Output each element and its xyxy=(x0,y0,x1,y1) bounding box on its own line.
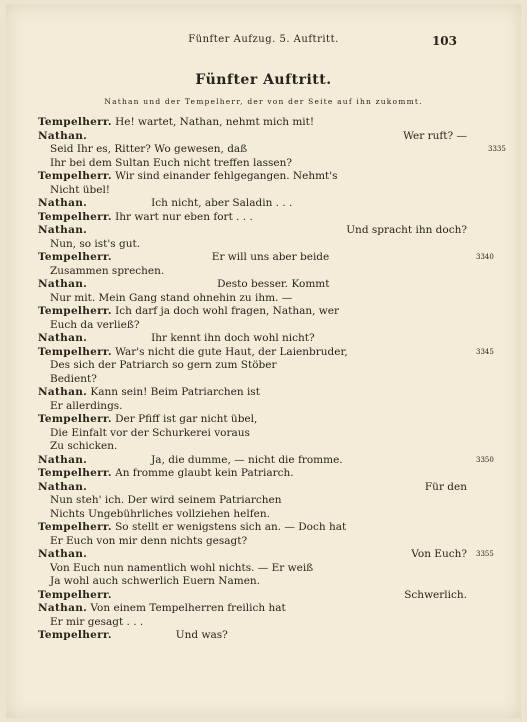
speaker-name: Tempelherr. xyxy=(38,588,112,601)
speaker-name: Tempelherr. xyxy=(38,251,112,263)
speech-line xyxy=(38,197,527,211)
line-text: Und was? xyxy=(175,629,228,641)
line-text: Der Pfiff ist gar nicht übel, xyxy=(111,413,258,425)
speech-line xyxy=(38,332,527,346)
line-text: Ihr bei dem Sultan Euch nicht treffen lassen? xyxy=(50,156,292,169)
line-text: Des sich der Patriarch so gern zum Stöber xyxy=(50,359,277,371)
verse-number: 3355 xyxy=(476,550,494,558)
line-text: Ja, die dumme, — nicht die fromme. xyxy=(151,453,343,466)
verse-line xyxy=(50,319,527,333)
line-text: Ihr kennt ihn doch wohl nicht? xyxy=(151,332,315,344)
speech-line xyxy=(38,224,527,238)
speech-line xyxy=(38,386,527,400)
line-text: Nun, so ist's gut. xyxy=(50,237,141,250)
line-text: An fromme glaubt kein Patriarch. xyxy=(111,467,294,479)
speech-line xyxy=(38,346,527,360)
verse-line xyxy=(50,265,527,279)
verse-line xyxy=(50,373,527,387)
speaker-name: Nathan. xyxy=(38,197,88,209)
speech-line xyxy=(38,548,527,562)
speech-line xyxy=(38,481,527,495)
speaker-name: Nathan. xyxy=(38,278,88,290)
verse-line xyxy=(50,238,527,252)
speaker-name: Tempelherr. xyxy=(38,629,112,641)
stage-direction: Nathan und der Tempelherr, der von der Seite auf ihn zukommt. xyxy=(104,97,423,106)
line-text: Euch da verließ? xyxy=(50,318,140,331)
verse-line xyxy=(50,440,527,454)
line-text: Nur mit. Mein Gang stand ohnehin zu ihm. — xyxy=(50,291,293,304)
line-text: Ich darf ja doch wohl fragen, Nathan, wer xyxy=(111,305,340,317)
line-text: Nicht übel! xyxy=(50,183,111,196)
speech-line xyxy=(38,602,527,616)
speaker-name: Nathan. xyxy=(38,548,88,560)
verse-line xyxy=(50,157,527,171)
verse-line xyxy=(50,508,527,522)
line-text: Desto besser. Kommt xyxy=(217,278,330,290)
speech-line xyxy=(38,211,527,225)
line-text: War's nicht die gute Haut, der Laienbruder, xyxy=(111,345,348,358)
line-text: Von Euch nun namentlich wohl nichts. — Er weiß xyxy=(50,561,314,574)
verse-line xyxy=(50,427,527,441)
speech-line xyxy=(38,305,527,319)
speech-line xyxy=(38,413,527,427)
line-text: Seid Ihr es, Ritter? Wo gewesen, daß xyxy=(50,143,248,155)
speaker-name: Tempelherr. xyxy=(38,413,112,425)
verse-line xyxy=(50,400,527,414)
verse-number: 3340 xyxy=(476,253,494,261)
speaker-name: Nathan. xyxy=(38,480,88,493)
verse-number: 3345 xyxy=(476,347,494,356)
line-text: Er Euch von mir denn nichts gesagt? xyxy=(50,534,248,547)
speaker-name: Nathan. xyxy=(38,386,88,398)
verse-line xyxy=(50,616,527,630)
speech-line xyxy=(38,467,527,481)
dialogue-text xyxy=(0,116,527,643)
speaker-name: Tempelherr. xyxy=(38,305,112,317)
verse-line xyxy=(50,184,527,198)
scene-title: Fünfter Auftritt. xyxy=(195,72,332,88)
line-text: Kann sein! Beim Patriarchen ist xyxy=(87,386,260,398)
line-text: Nun steh' ich. Der wird seinem Patriarchen xyxy=(50,494,282,506)
line-text-right: Und spracht ihn doch? xyxy=(346,224,467,236)
speaker-name: Nathan. xyxy=(38,332,88,344)
line-text-right: Für den xyxy=(424,480,467,493)
speech-line xyxy=(38,130,527,144)
line-text-right: Wer ruft? — xyxy=(403,129,467,142)
speaker-name: Tempelherr. xyxy=(38,467,112,479)
speech-line xyxy=(38,454,527,468)
running-header xyxy=(0,34,527,50)
verse-line xyxy=(50,143,527,157)
line-text: Er mir gesagt . . . xyxy=(50,615,144,628)
verse-number: 3335 xyxy=(488,145,506,153)
line-text: Nichts Ungebührliches vollziehen helfen. xyxy=(50,507,270,520)
speech-line xyxy=(38,251,527,265)
page-number: 103 xyxy=(431,34,457,48)
speech-line xyxy=(38,278,527,292)
speech-line xyxy=(38,116,527,130)
line-text: Die Einfalt vor der Schurkerei voraus xyxy=(50,426,250,439)
speech-line xyxy=(38,170,527,184)
speaker-name: Tempelherr. xyxy=(38,521,112,533)
speaker-name: Tempelherr. xyxy=(38,116,112,128)
line-text-right: Von Euch? xyxy=(411,548,467,560)
speaker-name: Tempelherr. xyxy=(38,170,112,182)
running-title: Fünfter Aufzug. 5. Auftritt. xyxy=(188,34,339,45)
line-text: Zusammen sprechen. xyxy=(50,264,165,277)
verse-line xyxy=(50,575,527,589)
line-text: Wir sind einander fehlgegangen. Nehmt's xyxy=(111,170,338,182)
line-text: Ich nicht, aber Saladin . . . xyxy=(151,197,293,209)
line-text: Er allerdings. xyxy=(50,399,123,412)
verse-line xyxy=(50,562,527,576)
line-text: Ihr wart nur eben fort . . . xyxy=(111,210,253,223)
speech-line xyxy=(38,589,527,603)
speaker-name: Tempelherr. xyxy=(38,210,112,223)
line-text: Zu schicken. xyxy=(50,440,118,452)
verse-line xyxy=(50,494,527,508)
speaker-name: Nathan. xyxy=(38,224,88,236)
line-text-right: Schwerlich. xyxy=(404,588,467,601)
speaker-name: Nathan. xyxy=(38,453,88,466)
line-text: Er will uns aber beide xyxy=(211,251,330,263)
verse-line xyxy=(50,359,527,373)
speaker-name: Tempelherr. xyxy=(38,345,112,358)
speaker-name: Nathan. xyxy=(38,602,88,614)
line-text: He! wartet, Nathan, nehmt mich mit! xyxy=(111,116,315,128)
speech-line xyxy=(38,521,527,535)
line-text: Ja wohl auch schwerlich Euern Namen. xyxy=(50,575,261,587)
verse-line xyxy=(50,292,527,306)
line-text: Von einem Tempelherren freilich hat xyxy=(87,602,286,614)
speaker-name: Nathan. xyxy=(38,129,88,142)
line-text: So stellt er wenigstens sich an. — Doch hat xyxy=(111,521,347,533)
verse-line xyxy=(50,535,527,549)
line-text: Bedient? xyxy=(50,372,97,385)
verse-number: 3350 xyxy=(476,455,494,464)
speech-line xyxy=(38,629,527,643)
